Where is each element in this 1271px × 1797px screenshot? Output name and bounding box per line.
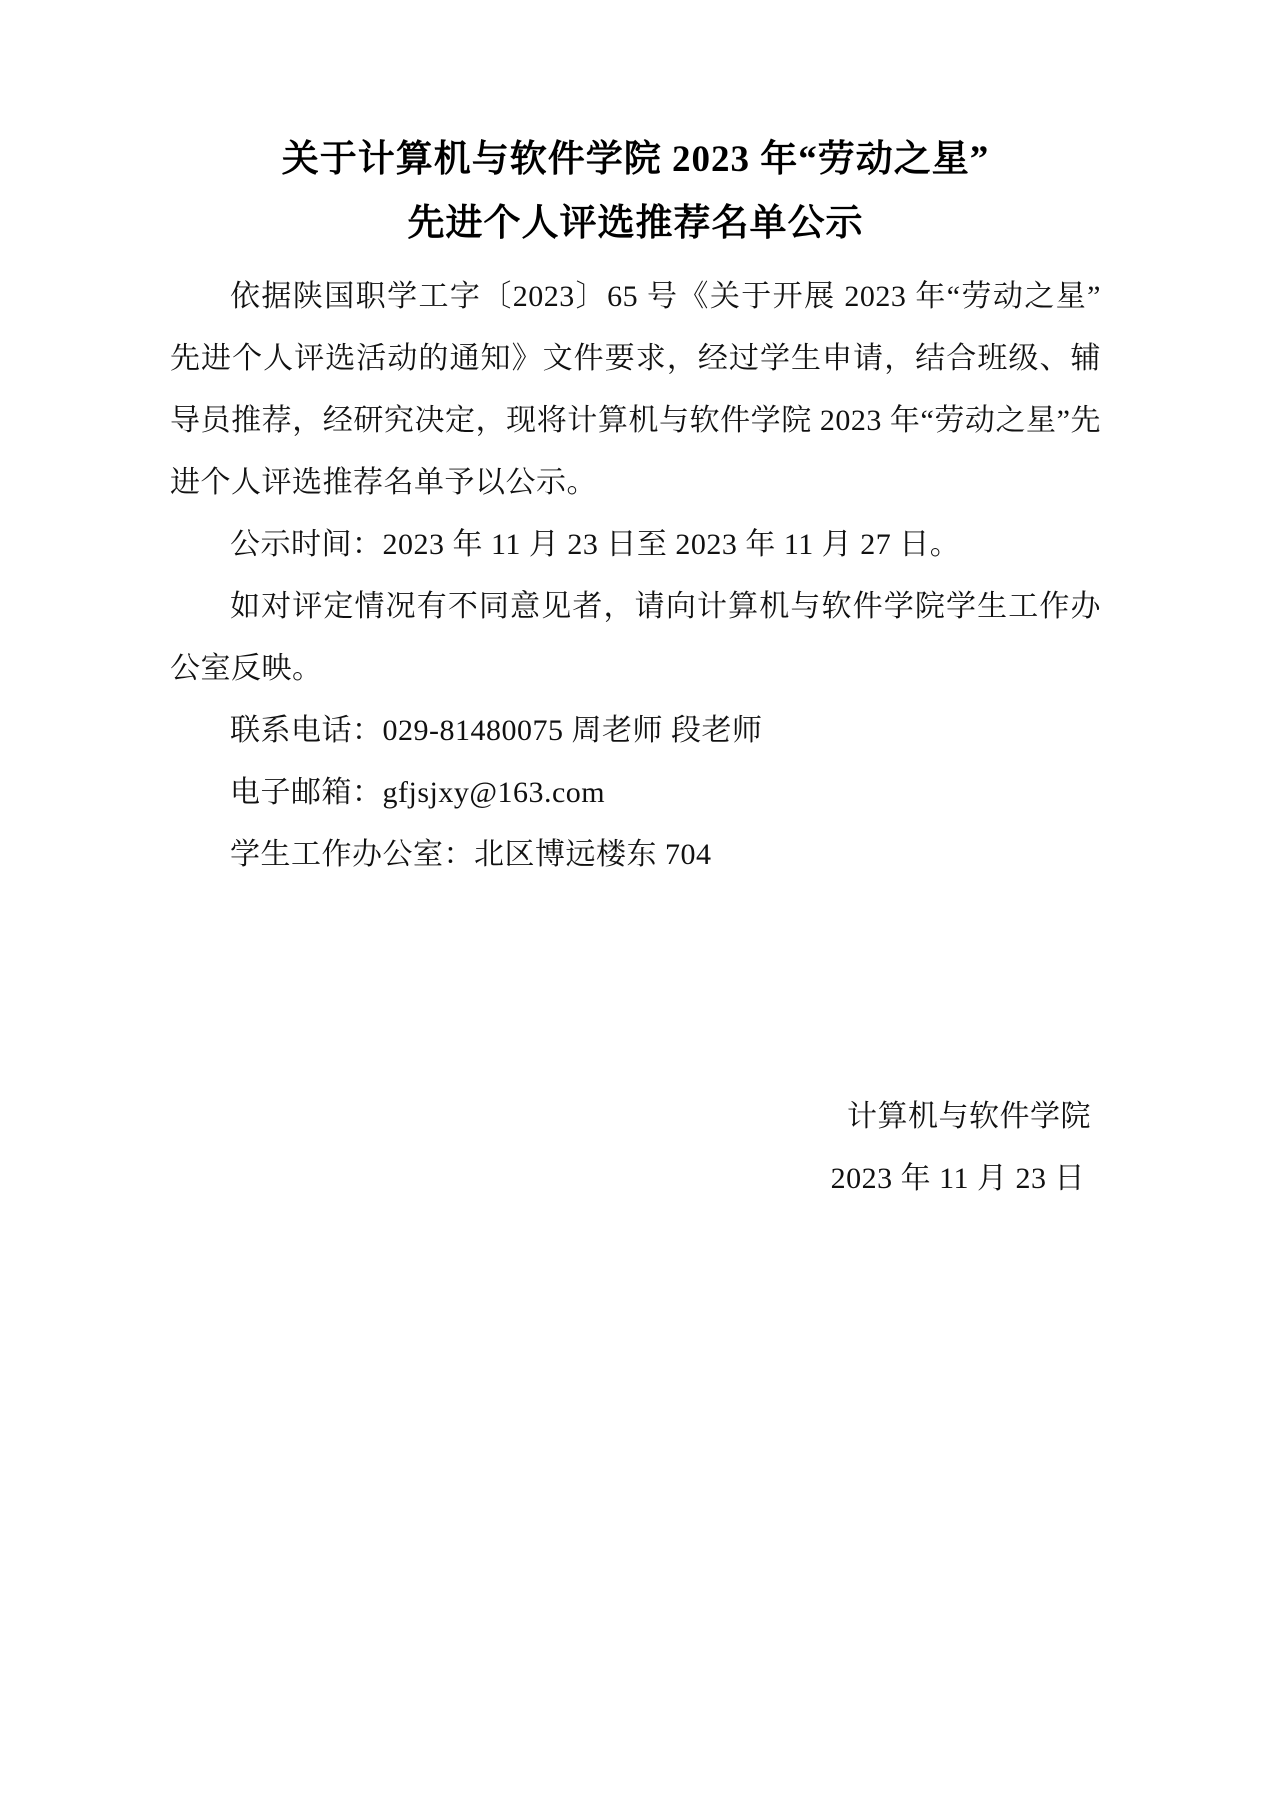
signature-date: 2023 年 11 月 23 日 [830,1162,1085,1195]
page-title-line-2: 先进个人评选推荐名单公示 [407,203,864,244]
page-title-line-1: 关于计算机与软件学院 2023 年“劳动之星” [281,139,990,180]
contact-email-line: 电子邮箱：gfjsjxy@163.com [230,776,606,809]
page-title [170,128,1101,256]
signature-block [170,1086,1101,1210]
signature-department: 计算机与软件学院 [847,1100,1091,1133]
paragraph-publicity-period: 公示时间：2023 年 11 月 23 日至 2023 年 11 月 27 日。 [230,528,961,561]
contact-office-line: 学生工作办公室：北区博远楼东 704 [230,838,712,871]
contact-phone-line: 联系电话：029-81480075 周老师 段老师 [230,714,763,747]
paragraph-objection: 如对评定情况有不同意见者，请向计算机与软件学院学生工作办公室反映。 [170,590,1101,685]
paragraph-background: 依据陕国职学工字〔2023〕65 号《关于开展 2023 年“劳动之星”先进个人评选活动的通知》文件要求，经过学生申请，结合班级、辅导员推荐，经研究决定，现将计算机与软件学院 2023 年“劳动之星”先进个人评选推荐名单予以公示。 [170,280,1101,499]
